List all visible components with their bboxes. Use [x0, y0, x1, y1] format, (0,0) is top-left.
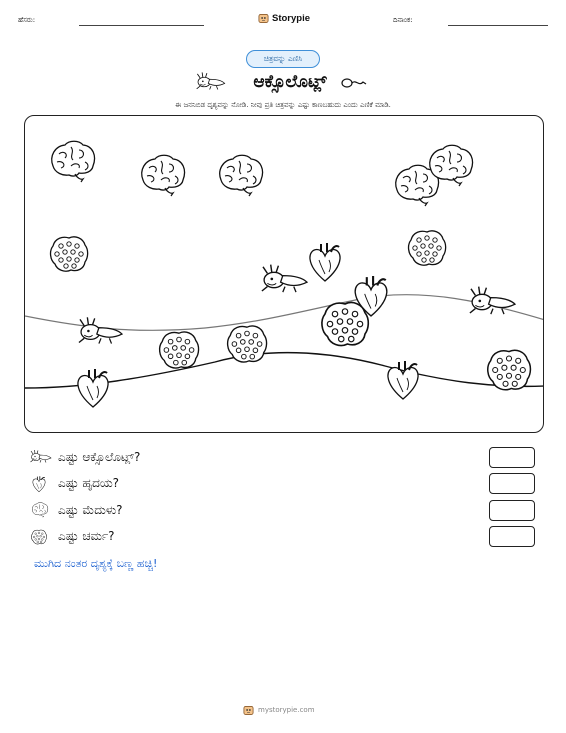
skin-icon — [30, 528, 48, 546]
answer-box-heart[interactable] — [489, 473, 535, 494]
brain-icon — [220, 155, 263, 196]
finish-instruction: ಮುಗಿದ ನಂತರ ದೃಶ್ಯಕ್ಕೆ ಬಣ್ಣ ಹಚ್ಚಿ! — [34, 557, 158, 570]
skin-icon — [160, 332, 199, 368]
brain-icon — [30, 502, 50, 518]
question-text: ಎಷ್ಟು ಮೆದುಳು? — [58, 503, 123, 517]
sperm-icon — [341, 76, 367, 90]
footer-url: mystorypie.com — [258, 706, 315, 714]
question-row — [30, 473, 540, 495]
background-hill-line — [25, 295, 544, 331]
answer-box-brain[interactable] — [489, 500, 535, 521]
skin-icon — [488, 350, 531, 389]
name-label: ಹೆಸರು: — [18, 16, 36, 24]
question-row — [30, 526, 540, 548]
axolotl-icon — [196, 72, 226, 92]
question-row — [30, 447, 540, 469]
answer-box-skin[interactable] — [489, 526, 535, 547]
question-text: ಎಷ್ಟು ಚರ್ಮ? — [58, 529, 115, 543]
heart-icon — [30, 475, 48, 493]
date-label: ದಿನಾಂಕ: — [393, 16, 413, 24]
question-row — [30, 500, 540, 522]
instructions: ಈ ಜನನಿಬಿಡ ದೃಶ್ಯವನ್ನು ನೋಡಿ. ನೀವು ಪ್ರತಿ ಚಿತ್ರವನ್ನು ಎಷ್ಟು ಕಾಣಬಹುದು ಎಂದು ಎಣಿಕೆ ಮಾಡಿ. — [175, 101, 391, 109]
axolotl-icon — [79, 317, 122, 343]
skin-icon — [51, 237, 88, 271]
answer-box-axolotl[interactable] — [489, 447, 535, 468]
brain-icon — [142, 155, 185, 196]
skin-icon — [322, 303, 368, 346]
page-title: ಆಕ್ಸೊಲೊಟ್ಲ್ — [253, 72, 327, 92]
skin-icon — [228, 326, 267, 362]
name-field-line[interactable] — [79, 25, 204, 26]
page-footer — [243, 704, 315, 716]
page-header — [0, 12, 566, 34]
brain-icon — [52, 141, 95, 182]
skin-icon — [409, 231, 446, 265]
heart-icon — [78, 369, 108, 407]
storypie-logo-icon — [243, 704, 254, 716]
question-text: ಎಷ್ಟು ಹೃದಯ? — [58, 476, 120, 490]
activity-badge: ಚಿತ್ರವನ್ನು ಎಣಿಸಿ — [246, 50, 320, 68]
heart-icon — [388, 361, 418, 399]
brand-name: Storypie — [272, 12, 311, 24]
date-field-line[interactable] — [448, 25, 548, 26]
counting-scene — [24, 115, 544, 433]
question-text: ಎಷ್ಟು ಆಕ್ಸೊಲೊಟ್ಲ್? — [58, 450, 141, 464]
heart-icon — [310, 243, 340, 281]
brand-logo — [258, 12, 310, 24]
axolotl-icon — [30, 449, 52, 465]
storypie-logo-icon — [258, 12, 269, 24]
axolotl-icon — [262, 265, 307, 293]
scene-drawing — [25, 116, 544, 433]
